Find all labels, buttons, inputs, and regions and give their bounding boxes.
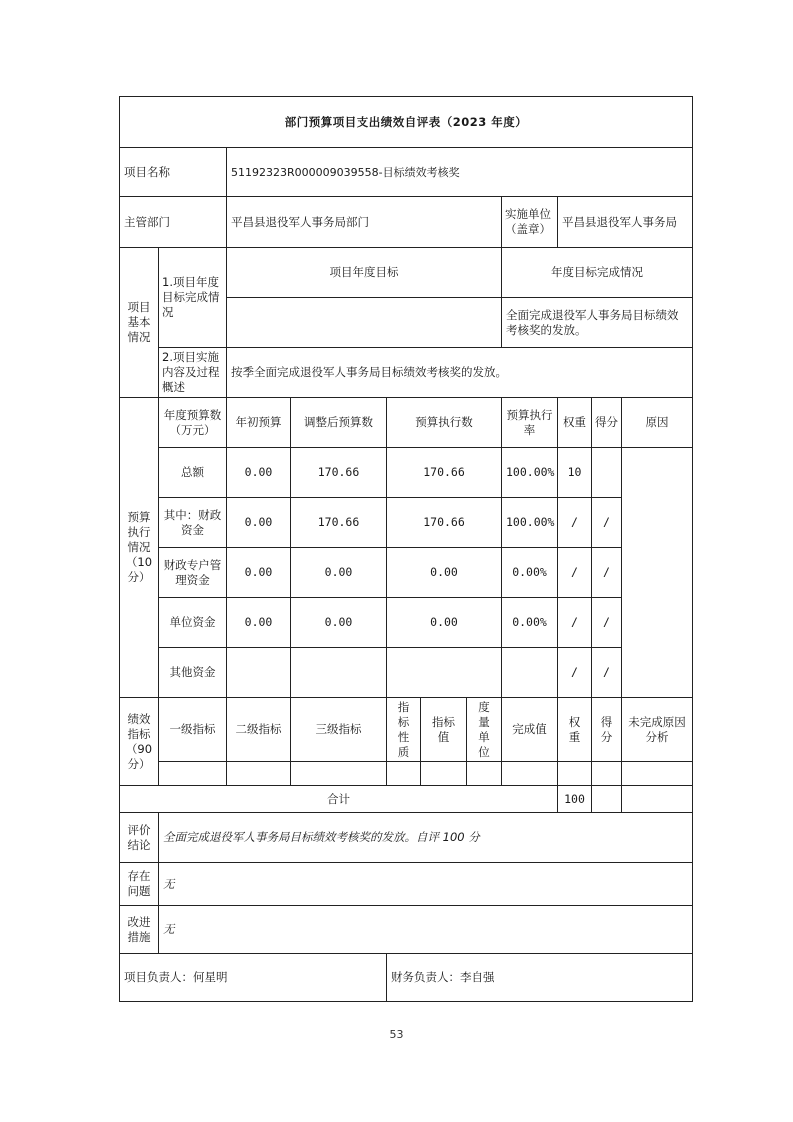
project-name-label: 项目名称 bbox=[120, 148, 227, 197]
perf-cell-unit bbox=[467, 762, 502, 786]
budget-row-initial: 0.00 bbox=[227, 448, 291, 498]
budget-row-executed: 0.00 bbox=[387, 548, 502, 598]
perf-cell-reason bbox=[622, 762, 693, 786]
budget-header-annual: 年度预算数（万元） bbox=[159, 398, 227, 448]
budget-row-name: 其他资金 bbox=[159, 648, 227, 698]
budget-row-score: / bbox=[592, 598, 622, 648]
performance-row bbox=[120, 762, 693, 786]
budget-row-weight: / bbox=[558, 598, 592, 648]
finance-lead: 财务负责人：李自强 bbox=[387, 954, 693, 1002]
goal-label: 1.项目年度目标完成情况 bbox=[159, 248, 227, 348]
perf-cell-nature bbox=[387, 762, 421, 786]
budget-header-score: 得分 bbox=[592, 398, 622, 448]
total-reason bbox=[622, 786, 693, 813]
budget-header-weight: 权重 bbox=[558, 398, 592, 448]
budget-row-executed bbox=[387, 648, 502, 698]
perf-cell-level3 bbox=[291, 762, 387, 786]
budget-row-adjusted bbox=[291, 648, 387, 698]
budget-row-name: 财政专户管理资金 bbox=[159, 548, 227, 598]
perf-header-nature: 指标性质 bbox=[387, 698, 421, 762]
budget-row-score: / bbox=[592, 648, 622, 698]
budget-row-rate: 100.00% bbox=[502, 448, 558, 498]
conclusion-label: 评价结论 bbox=[120, 813, 159, 863]
budget-row-rate bbox=[502, 648, 558, 698]
improvements-label: 改进措施 bbox=[120, 906, 159, 954]
budget-row-weight: / bbox=[558, 648, 592, 698]
perf-header-value: 指标值 bbox=[421, 698, 467, 762]
budget-header-executed: 预算执行数 bbox=[387, 398, 502, 448]
performance-label: 绩效指标（90分） bbox=[120, 698, 159, 786]
issues-value: 无 bbox=[159, 863, 693, 906]
budget-row bbox=[120, 498, 693, 548]
budget-row-initial: 0.00 bbox=[227, 598, 291, 648]
goal-header: 项目年度目标 bbox=[227, 248, 502, 298]
budget-row-adjusted: 0.00 bbox=[291, 598, 387, 648]
budget-row-executed: 170.66 bbox=[387, 498, 502, 548]
budget-row-adjusted: 170.66 bbox=[291, 448, 387, 498]
budget-row-adjusted: 0.00 bbox=[291, 548, 387, 598]
budget-row bbox=[120, 648, 693, 698]
budget-reason bbox=[622, 448, 693, 698]
budget-row-score bbox=[592, 448, 622, 498]
budget-row-initial: 0.00 bbox=[227, 498, 291, 548]
project-lead: 项目负责人：何星明 bbox=[120, 954, 387, 1002]
total-score bbox=[592, 786, 622, 813]
form-title: 部门预算项目支出绩效自评表（2023 年度） bbox=[120, 97, 693, 148]
perf-cell-weight bbox=[558, 762, 592, 786]
basic-info-label: 项目基本情况 bbox=[120, 248, 159, 398]
self-evaluation-form bbox=[119, 96, 693, 1002]
budget-row-score: / bbox=[592, 498, 622, 548]
goal-value bbox=[227, 298, 502, 348]
budget-row-initial bbox=[227, 648, 291, 698]
perf-header-completed: 完成值 bbox=[502, 698, 558, 762]
completion-value: 全面完成退役军人事务局目标绩效考核奖的发放。 bbox=[502, 298, 693, 348]
budget-row-score: / bbox=[592, 548, 622, 598]
perf-cell-score bbox=[592, 762, 622, 786]
impl-unit-value: 平昌县退役军人事务局 bbox=[558, 197, 693, 248]
perf-cell-level1 bbox=[159, 762, 227, 786]
completion-header: 年度目标完成情况 bbox=[502, 248, 693, 298]
content-value: 按季全面完成退役军人事务局目标绩效考核奖的发放。 bbox=[227, 348, 693, 398]
perf-header-weight: 权重 bbox=[558, 698, 592, 762]
perf-header-unit: 度量单位 bbox=[467, 698, 502, 762]
budget-row-weight: / bbox=[558, 498, 592, 548]
conclusion-value: 全面完成退役军人事务局目标绩效考核奖的发放。自评 100 分 bbox=[159, 813, 693, 863]
budget-header-adjusted: 调整后预算数 bbox=[291, 398, 387, 448]
perf-header-level1: 一级指标 bbox=[159, 698, 227, 762]
budget-row-executed: 0.00 bbox=[387, 598, 502, 648]
total-weight: 100 bbox=[558, 786, 592, 813]
budget-header-rate: 预算执行率 bbox=[502, 398, 558, 448]
budget-header-initial: 年初预算 bbox=[227, 398, 291, 448]
page-number: 53 bbox=[389, 1028, 404, 1041]
budget-row-name: 总额 bbox=[159, 448, 227, 498]
budget-row bbox=[120, 448, 693, 498]
budget-row-rate: 0.00% bbox=[502, 548, 558, 598]
department-label: 主管部门 bbox=[120, 197, 227, 248]
budget-row-executed: 170.66 bbox=[387, 448, 502, 498]
issues-label: 存在问题 bbox=[120, 863, 159, 906]
budget-row-weight: 10 bbox=[558, 448, 592, 498]
perf-header-level2: 二级指标 bbox=[227, 698, 291, 762]
budget-row-name: 其中：财政资金 bbox=[159, 498, 227, 548]
perf-header-level3: 三级指标 bbox=[291, 698, 387, 762]
budget-row-rate: 0.00% bbox=[502, 598, 558, 648]
improvements-value: 无 bbox=[159, 906, 693, 954]
perf-cell-value bbox=[421, 762, 467, 786]
perf-header-score: 得分 bbox=[592, 698, 622, 762]
budget-row-initial: 0.00 bbox=[227, 548, 291, 598]
content-label: 2.项目实施内容及过程概述 bbox=[159, 348, 227, 398]
budget-label: 预算执行情况（10分） bbox=[120, 398, 159, 698]
budget-row-adjusted: 170.66 bbox=[291, 498, 387, 548]
budget-row-weight: / bbox=[558, 548, 592, 598]
budget-row-rate: 100.00% bbox=[502, 498, 558, 548]
perf-cell-completed bbox=[502, 762, 558, 786]
department-value: 平昌县退役军人事务局部门 bbox=[227, 197, 502, 248]
project-name-value: 51192323R000009039558-目标绩效考核奖 bbox=[227, 148, 693, 197]
impl-unit-label: 实施单位（盖章） bbox=[502, 197, 558, 248]
total-label: 合计 bbox=[120, 786, 558, 813]
budget-row-name: 单位资金 bbox=[159, 598, 227, 648]
budget-row bbox=[120, 598, 693, 648]
budget-row bbox=[120, 548, 693, 598]
perf-header-reason: 未完成原因分析 bbox=[622, 698, 693, 762]
budget-header-reason: 原因 bbox=[622, 398, 693, 448]
perf-cell-level2 bbox=[227, 762, 291, 786]
